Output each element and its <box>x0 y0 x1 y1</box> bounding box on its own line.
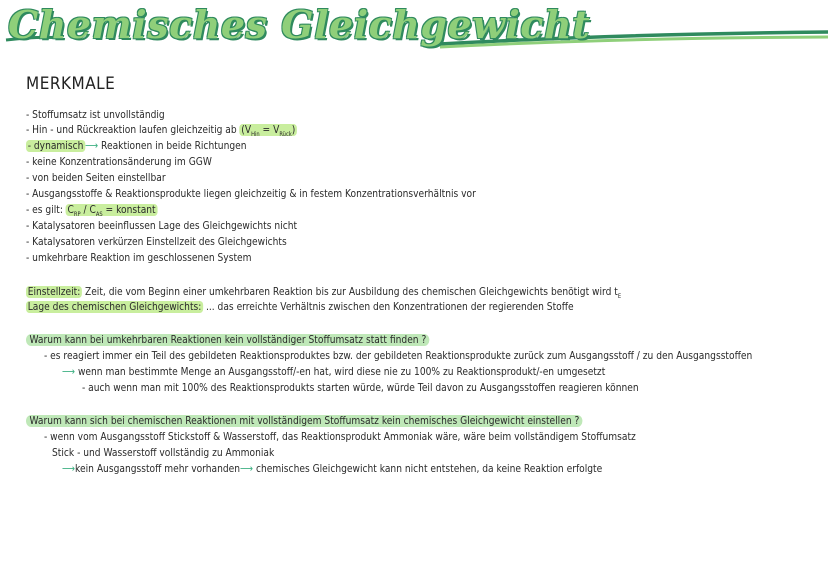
merkmal-line: - Katalysatoren beeinflussen Lage des Gleichgewichts nicht <box>26 220 298 232</box>
merkmal-line: - keine Konzentrationsänderung im GGW <box>26 156 212 168</box>
merkmal-line: - es gilt: $C_{RP} / C_{AS}$ = konstant <box>26 204 156 219</box>
highlight: $C_{RP} / C_{AS}$ = konstant <box>67 204 156 219</box>
arrow-icon: ⟶ <box>240 463 254 475</box>
arrow-icon: ⟶ <box>62 366 76 378</box>
page-title: Chemisches Gleichgewicht <box>8 2 591 47</box>
merkmal-line: - dynamisch ⟶ Reaktionen in beide Richtungen <box>27 140 247 152</box>
merkmal-line: - Stoffumsatz ist unvollständig <box>26 109 165 121</box>
definition-lage: Lage des chemischen Gleichgewichts: ... das erreichte Verhältnis zwischen den Konzentrationen der regierenden Stoffe <box>27 301 574 313</box>
answer-line: - auch wenn man mit 100% des Reaktionsprodukts starten würde, würde Teil davon zu Ausgangsstoffen reagieren können <box>82 382 639 394</box>
highlight: Lage des chemischen Gleichgewichts: <box>27 301 202 313</box>
answer-line: - es reagiert immer ein Teil des gebildeten Reaktionsproduktes bzw. der gebildeten Reaktionsprodukte zurück zum Ausgangsstoff / zu den Ausgangsstoffen <box>44 350 753 362</box>
definition-einstellzeit: Einstellzeit: Zeit, die vom Beginn einer umkehrbaren Reaktion bis zur Ausbildung des chemischen Gleichgewichts benötigt wird $t_E$ <box>27 286 622 301</box>
section-heading-merkmale: MERKMALE <box>26 74 116 94</box>
arrow-icon: ⟶ <box>85 140 99 152</box>
title-banner <box>0 0 828 70</box>
merkmal-line: - Hin - und Rückreaktion laufen gleichzeitig ab $(V_{Hin} = V_{Rück})$ <box>26 124 296 139</box>
arrow-icon: ⟶ <box>62 463 76 475</box>
question-heading-2 <box>26 414 583 429</box>
highlight: Einstellzeit: <box>27 286 81 298</box>
answer-line: - wenn vom Ausgangsstoff Stickstoff & Wasserstoff, das Reaktionsprodukt Ammoniak wäre, wäre beim vollständigem Stoffumsatz <box>44 431 636 443</box>
merkmal-line: - Katalysatoren verkürzen Einstellzeit des Gleichgewichts <box>26 236 287 248</box>
answer-line: ⟶kein Ausgangsstoff mehr vorhanden⟶ chemisches Gleichgewicht kann nicht entstehen, da keine Reaktion erfolgte <box>62 463 603 475</box>
highlight: Warum kann bei umkehrbaren Reaktionen kein vollständiger Stoffumsatz statt finden ? <box>26 334 430 346</box>
merkmal-line: - umkehrbare Reaktion im geschlossenen System <box>26 252 252 264</box>
highlight: - dynamisch <box>27 140 84 152</box>
answer-line: Stick - und Wasserstoff vollständig zu Ammoniak <box>52 447 275 459</box>
question-heading-1 <box>26 333 430 348</box>
answer-line: ⟶ wenn man bestimmte Menge an Ausgangsstoff/-en hat, wird diese nie zu 100% zu Reaktionsprodukt/-en umgesetzt <box>62 366 606 378</box>
merkmal-line: - Ausgangsstoffe & Reaktionsprodukte liegen gleichzeitig & in festem Konzentrationsverhältnis vor <box>26 188 476 200</box>
merkmal-line: - von beiden Seiten einstellbar <box>26 172 166 184</box>
highlight: Warum kann sich bei chemischen Reaktionen mit vollständigem Stoffumsatz kein chemisches Gleichgewicht einstellen ? <box>26 415 583 427</box>
highlight: $(V_{Hin} = V_{Rück})$ <box>241 124 296 139</box>
